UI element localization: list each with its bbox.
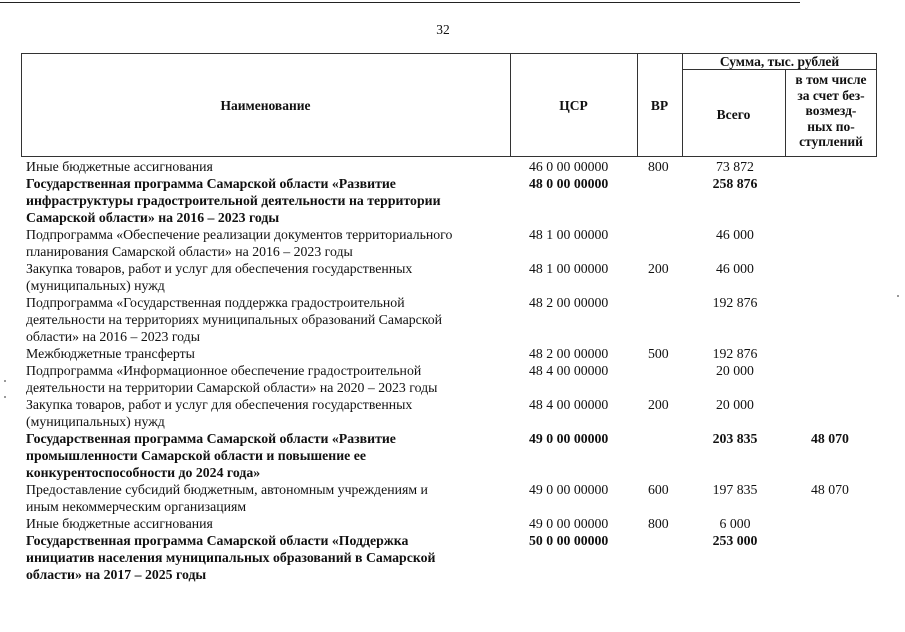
table-row: [0, 158, 905, 175]
table-row: [0, 532, 905, 583]
row-total: 73 872: [716, 159, 754, 174]
row-name: Иные бюджетные ассигнования: [26, 159, 213, 174]
row-csr: 48 2 00 00000: [529, 346, 609, 361]
top-rule: [0, 2, 800, 3]
row-name: Подпрограмма «Обеспечение реализации документов территориального планирования Самарской области» на 2016 – 2023 годы: [26, 227, 453, 259]
row-name: Государственная программа Самарской области «Развитие инфраструктуры градостроительной деятельности на территории Самарской области» на 2016 – 2023 годы: [26, 176, 441, 225]
row-total: 20 000: [716, 397, 754, 412]
row-gratis: 48 070: [811, 482, 849, 497]
row-vr: 500: [648, 346, 669, 361]
row-total: 46 000: [716, 227, 754, 242]
header-name: Наименование: [220, 98, 311, 113]
row-name: Подпрограмма «Государственная поддержка градостроительной деятельности на территориях муниципальных образований Самарской области» на 2016 – 2023 годы: [26, 295, 443, 344]
row-name: Государственная программа Самарской области «Поддержка инициатив населения муниципальных образований в Самарской области» на 2017 – 2025 годы: [26, 533, 436, 582]
row-vr: 200: [648, 397, 669, 412]
row-csr: 48 1 00 00000: [529, 227, 609, 242]
row-csr: 48 0 00 00000: [529, 176, 609, 191]
row-total: 20 000: [716, 363, 754, 378]
row-name: Государственная программа Самарской области «Развитие промышленности Самарской области и повышение ее конкурентоспособности до 2024 года»: [26, 431, 396, 480]
page-number: 32: [436, 22, 450, 37]
row-csr: 48 4 00 00000: [529, 363, 609, 378]
row-vr: 200: [648, 261, 669, 276]
row-total: 197 835: [712, 482, 758, 497]
table-row: [0, 362, 905, 396]
row-total: 6 000: [719, 516, 751, 531]
row-vr: 800: [648, 516, 669, 531]
scan-mark: [4, 380, 6, 382]
header-vr: ВР: [650, 98, 669, 113]
table-row: [0, 260, 905, 294]
row-total: 203 835: [712, 431, 758, 446]
row-name: Подпрограмма «Информационное обеспечение градостроительной деятельности на территории Самарской области» на 2020 – 2023 годы: [26, 363, 438, 395]
table-row: [0, 396, 905, 430]
header-csr: ЦСР: [559, 98, 588, 113]
header-sum-group: Сумма, тыс. рублей: [719, 54, 840, 69]
table-row: [0, 345, 905, 362]
row-name: Закупка товаров, работ и услуг для обеспечения государственных (муниципальных) нужд: [26, 261, 413, 293]
row-name: Межбюджетные трансферты: [26, 346, 195, 361]
table-row: [0, 481, 905, 515]
row-csr: 48 1 00 00000: [529, 261, 609, 276]
header-gratis: в том числе за счет без- возмезд- ных по- ступлений: [795, 72, 867, 149]
table-body: [0, 158, 905, 583]
row-csr: 49 0 00 00000: [529, 431, 609, 446]
table-row: [0, 175, 905, 226]
row-csr: 46 0 00 00000: [529, 159, 609, 174]
row-vr: 800: [648, 159, 669, 174]
row-vr: 600: [648, 482, 669, 497]
row-csr: 49 0 00 00000: [529, 516, 609, 531]
table-row: [0, 430, 905, 481]
row-csr: 48 2 00 00000: [529, 295, 609, 310]
row-csr: 49 0 00 00000: [529, 482, 609, 497]
row-total: 192 876: [712, 346, 758, 361]
row-gratis: 48 070: [811, 431, 849, 446]
row-total: 192 876: [712, 295, 758, 310]
table-row: [0, 226, 905, 260]
row-name: Предоставление субсидий бюджетным, автономным учреждениям и иным некоммерческим организациям: [26, 482, 428, 514]
row-total: 258 876: [712, 176, 758, 191]
table-row: [0, 294, 905, 345]
row-name: Закупка товаров, работ и услуг для обеспечения государственных (муниципальных) нужд: [26, 397, 413, 429]
header-total: Всего: [716, 107, 751, 122]
table-row: [0, 515, 905, 532]
row-total: 253 000: [712, 533, 758, 548]
row-total: 46 000: [716, 261, 754, 276]
row-name: Иные бюджетные ассигнования: [26, 516, 213, 531]
row-csr: 48 4 00 00000: [529, 397, 609, 412]
scan-mark: [897, 295, 899, 297]
row-csr: 50 0 00 00000: [529, 533, 609, 548]
scan-mark: [4, 396, 6, 398]
